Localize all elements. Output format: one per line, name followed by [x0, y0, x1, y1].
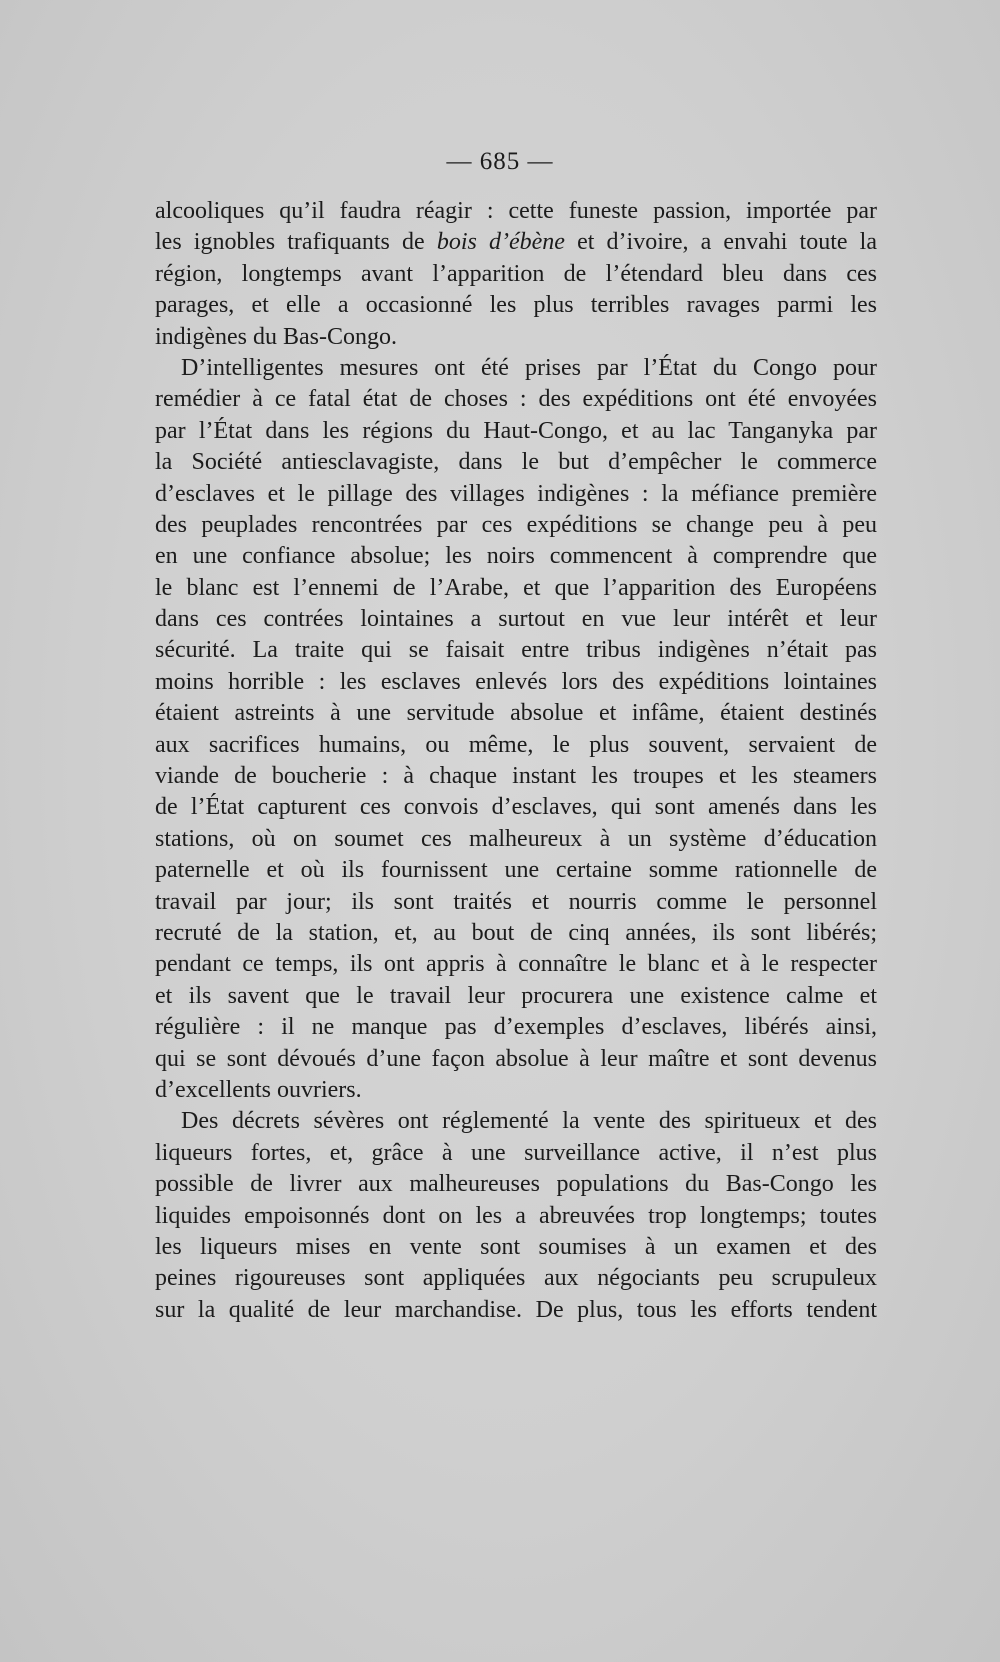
text-span: Des décrets sévères ont réglementé la vente des spiritueux et des — [181, 1108, 877, 1135]
text-line — [155, 1106, 877, 1137]
text-span: viande de boucherie : à chaque instant les troupes et les steamers — [155, 763, 877, 790]
text-line — [155, 981, 877, 1012]
text-line — [155, 447, 877, 478]
text-line — [155, 227, 877, 258]
text-span: moins horrible : les esclaves enlevés lors des expéditions lointaines — [155, 668, 877, 695]
text-line — [155, 1295, 877, 1326]
text-line — [155, 1012, 877, 1043]
text-line — [155, 384, 877, 415]
text-line — [155, 698, 877, 729]
text-span: paternelle et où ils fournissent une certaine somme rationnelle de — [155, 857, 877, 884]
text-span: sécurité. La traite qui se faisait entre tribus indigènes n’était pas — [155, 637, 877, 664]
text-span: région, longtemps avant l’apparition de l’étendard bleu dans ces — [155, 260, 877, 287]
text-line — [155, 479, 877, 510]
text-line — [155, 887, 877, 918]
text-line — [155, 1138, 877, 1169]
text-line — [155, 541, 877, 572]
text-span: en une confiance absolue; les noirs commencent à comprendre que — [155, 543, 877, 570]
text-line — [155, 322, 877, 353]
text-line — [155, 1044, 877, 1075]
text-line — [155, 604, 877, 635]
text-span: parages, et elle a occasionné les plus terribles ravages parmi les — [155, 292, 877, 319]
text-span: stations, où on soumet ces malheureux à un système d’éducation — [155, 825, 877, 852]
text-span: régulière : il ne manque pas d’exemples d’esclaves, libérés ainsi, — [155, 1014, 877, 1041]
text-span: les ignobles trafiquants de — [155, 229, 437, 256]
text-span: dans ces contrées lointaines a surtout en vue leur intérêt et leur — [155, 606, 877, 633]
body-text — [155, 196, 877, 1326]
text-span: les liqueurs mises en vente sont soumises à un examen et des — [155, 1233, 877, 1260]
text-line — [155, 918, 877, 949]
text-line — [155, 196, 877, 227]
text-span: et ils savent que le travail leur procurera une existence calme et — [155, 982, 877, 1009]
text-line — [155, 635, 877, 666]
text-span: d’esclaves et le pillage des villages indigènes : la méfiance première — [155, 480, 877, 507]
text-line — [155, 573, 877, 604]
text-line — [155, 730, 877, 761]
text-span: de l’État capturent ces convois d’esclaves, qui sont amenés dans les — [155, 794, 877, 821]
text-span: d’excellents ouvriers. — [155, 1076, 362, 1103]
italic-text: bois d’ébène — [436, 229, 565, 256]
text-span: liquides empoisonnés dont on les a abreuvées trop longtemps; toutes — [155, 1202, 877, 1229]
text-line — [155, 290, 877, 321]
text-span: étaient astreints à une servitude absolue et infâme, étaient destinés — [155, 700, 877, 727]
text-span: possible de livrer aux malheureuses populations du Bas-Congo les — [155, 1171, 877, 1198]
text-span: pendant ce temps, ils ont appris à connaître le blanc et à le respecter — [155, 951, 877, 978]
text-line — [155, 259, 877, 290]
text-line — [155, 1201, 877, 1232]
text-span: et d’ivoire, a envahi toute la — [564, 229, 877, 256]
text-line — [155, 792, 877, 823]
text-line — [155, 824, 877, 855]
text-line — [155, 949, 877, 980]
text-line — [155, 1169, 877, 1200]
text-span: la Société antiesclavagiste, dans le but d’empêcher le commerce — [155, 449, 877, 476]
text-line — [155, 1075, 877, 1106]
text-span: peines rigoureuses sont appliquées aux négociants peu scrupuleux — [155, 1265, 877, 1292]
text-span: remédier à ce fatal état de choses : des expéditions ont été envoyées — [155, 386, 877, 413]
text-line — [155, 416, 877, 447]
text-span: recruté de la station, et, au bout de cinq années, ils sont libérés; — [155, 919, 877, 946]
text-span: aux sacrifices humains, ou même, le plus souvent, servaient de — [155, 731, 877, 758]
text-span: par l’État dans les régions du Haut-Congo, et au lac Tanganyka par — [155, 417, 877, 444]
text-span: le blanc est l’ennemi de l’Arabe, et que l’apparition des Européens — [155, 574, 877, 601]
text-span: indigènes du Bas-Congo. — [155, 323, 397, 350]
text-line — [155, 1232, 877, 1263]
text-span: liqueurs fortes, et, grâce à une surveillance active, il n’est plus — [155, 1139, 877, 1166]
text-line — [155, 855, 877, 886]
text-span: travail par jour; ils sont traités et nourris comme le personnel — [155, 888, 877, 915]
text-span: des peuplades rencontrées par ces expéditions se change peu à peu — [155, 511, 877, 538]
text-span: qui se sont dévoués d’une façon absolue à leur maître et sont devenus — [155, 1045, 877, 1072]
text-line — [155, 1263, 877, 1294]
text-line — [155, 667, 877, 698]
text-span: alcooliques qu’il faudra réagir : cette funeste passion, importée par — [155, 198, 877, 224]
text-line — [155, 510, 877, 541]
text-span: sur la qualité de leur marchandise. De plus, tous les efforts tendent — [155, 1296, 877, 1323]
text-span: D’intelligentes mesures ont été prises par l’État du Congo pour — [181, 354, 877, 381]
text-line — [155, 353, 877, 384]
text-line — [155, 761, 877, 792]
page-number: — 685 — — [446, 148, 554, 175]
